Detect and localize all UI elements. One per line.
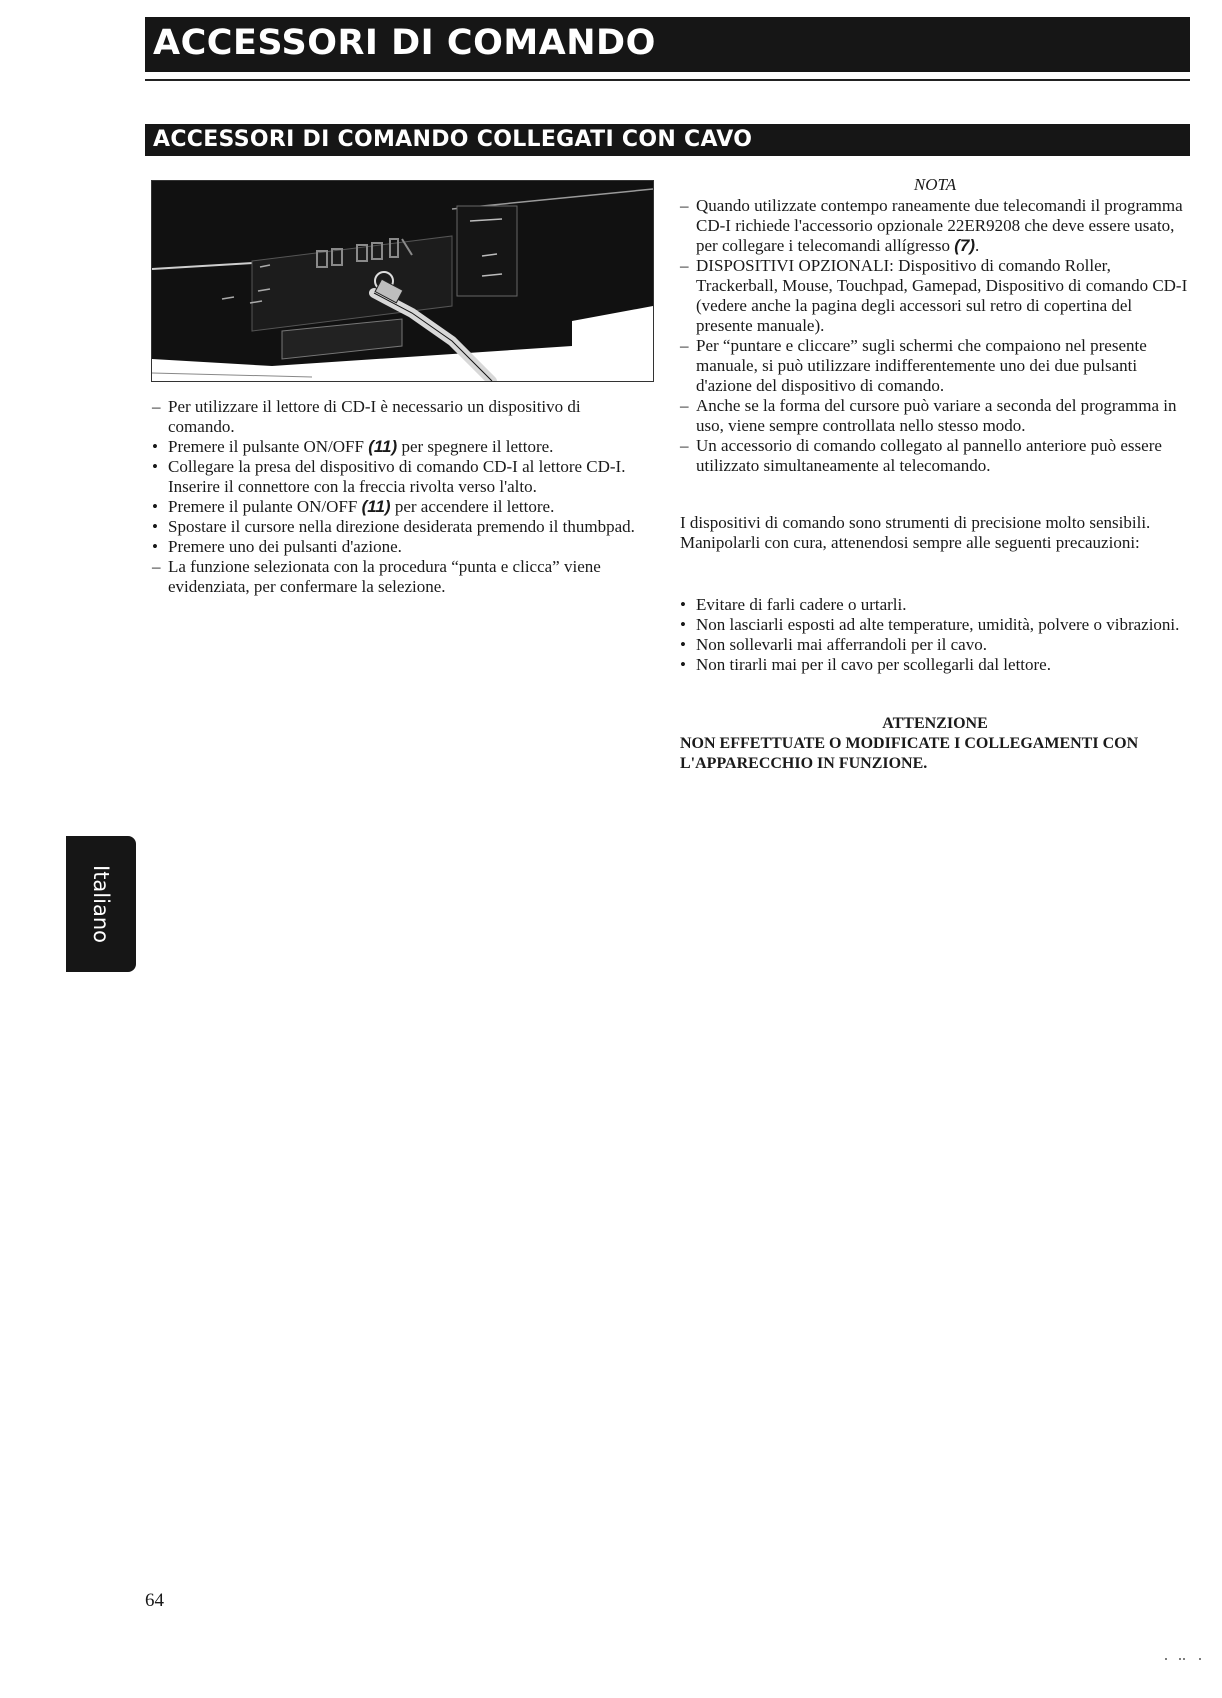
connection-steps-list <box>152 397 642 597</box>
warning-heading: ATTENZIONE <box>882 715 988 732</box>
list-item: • Collegare la presa del dispositivo di comando CD-I al lettore CD-I. Inserire il connettore con la freccia rivolta verso l'alto. <box>152 457 642 497</box>
page-title-bar <box>145 17 1190 72</box>
title-rule <box>145 79 1190 81</box>
list-item: – Per utilizzare il lettore di CD-I è necessario un dispositivo di comando. <box>152 397 642 437</box>
list-item: • Premere il pulsante ON/OFF (11) per spegnere il lettore. <box>152 437 642 457</box>
list-item: – Quando utilizzate contempo raneamente due telecomandi il programma CD-I richiede l'accessorio opzionale 22ER9208 che deve essere usato, per collegare i telecomandi allígresso (7). <box>680 196 1190 256</box>
page-number: 64 <box>145 1590 164 1611</box>
language-tab <box>66 836 136 972</box>
list-item: • Premere uno dei pulsanti d'azione. <box>152 537 642 557</box>
warning-text: NON EFFETTUATE O MODIFICATE I COLLEGAMENTI CON L'APPARECCHIO IN FUNZIONE. <box>680 735 1139 772</box>
list-item: – DISPOSITIVI OPZIONALI: Dispositivo di comando Roller, Trackerball, Mouse, Touchpad, Gamepad, Dispositivo di comando CD-I (vedere anche la pagina degli accessori sul retro di copertina del presente manuale). <box>680 256 1190 336</box>
cdi-player-illustration <box>152 181 653 381</box>
list-item: • Non tirarli mai per il cavo per scollegarli dal lettore. <box>680 655 1190 675</box>
list-item: • Non sollevarli mai afferrandoli per il cavo. <box>680 635 1190 655</box>
language-tab-label: Italiano <box>89 865 113 943</box>
section-title-bar <box>145 124 1190 156</box>
cdi-player-photo <box>151 180 654 382</box>
list-item: – La funzione selezionata con la procedura “punta e clicca” viene evidenziata, per confermare la selezione. <box>152 557 642 597</box>
list-item: • Premere il pulante ON/OFF (11) per accendere il lettore. <box>152 497 642 517</box>
list-item: – Anche se la forma del cursore può variare a seconda del programma in uso, viene sempre controllata nello stesso modo. <box>680 396 1190 436</box>
list-item: • Non lasciarli esposti ad alte temperature, umidità, polvere o vibrazioni. <box>680 615 1190 635</box>
page-title: ACCESSORI DI COMANDO <box>153 23 656 63</box>
list-item: • Spostare il cursore nella direzione desiderata premendo il thumbpad. <box>152 517 642 537</box>
note-heading: NOTA <box>913 175 957 194</box>
precautions-intro: I dispositivi di comando sono strumenti di precisione molto sensibili. Manipolarli con cura, attenendosi sempre alle seguenti precauzioni: <box>680 513 1151 552</box>
section-title: ACCESSORI DI COMANDO COLLEGATI CON CAVO <box>153 127 753 152</box>
scan-specks <box>1160 1655 1220 1663</box>
list-item: – Un accessorio di comando collegato al pannello anteriore può essere utilizzato simultaneamente al telecomando. <box>680 436 1190 476</box>
list-item: • Evitare di farli cadere o urtarli. <box>680 595 1190 615</box>
note-list <box>680 196 1190 476</box>
list-item: – Per “puntare e cliccare” sugli schermi che compaiono nel presente manuale, si può utilizzare indifferentemente uno dei due pulsanti d'azione del dispositivo di comando. <box>680 336 1190 396</box>
precautions-list <box>680 595 1190 675</box>
